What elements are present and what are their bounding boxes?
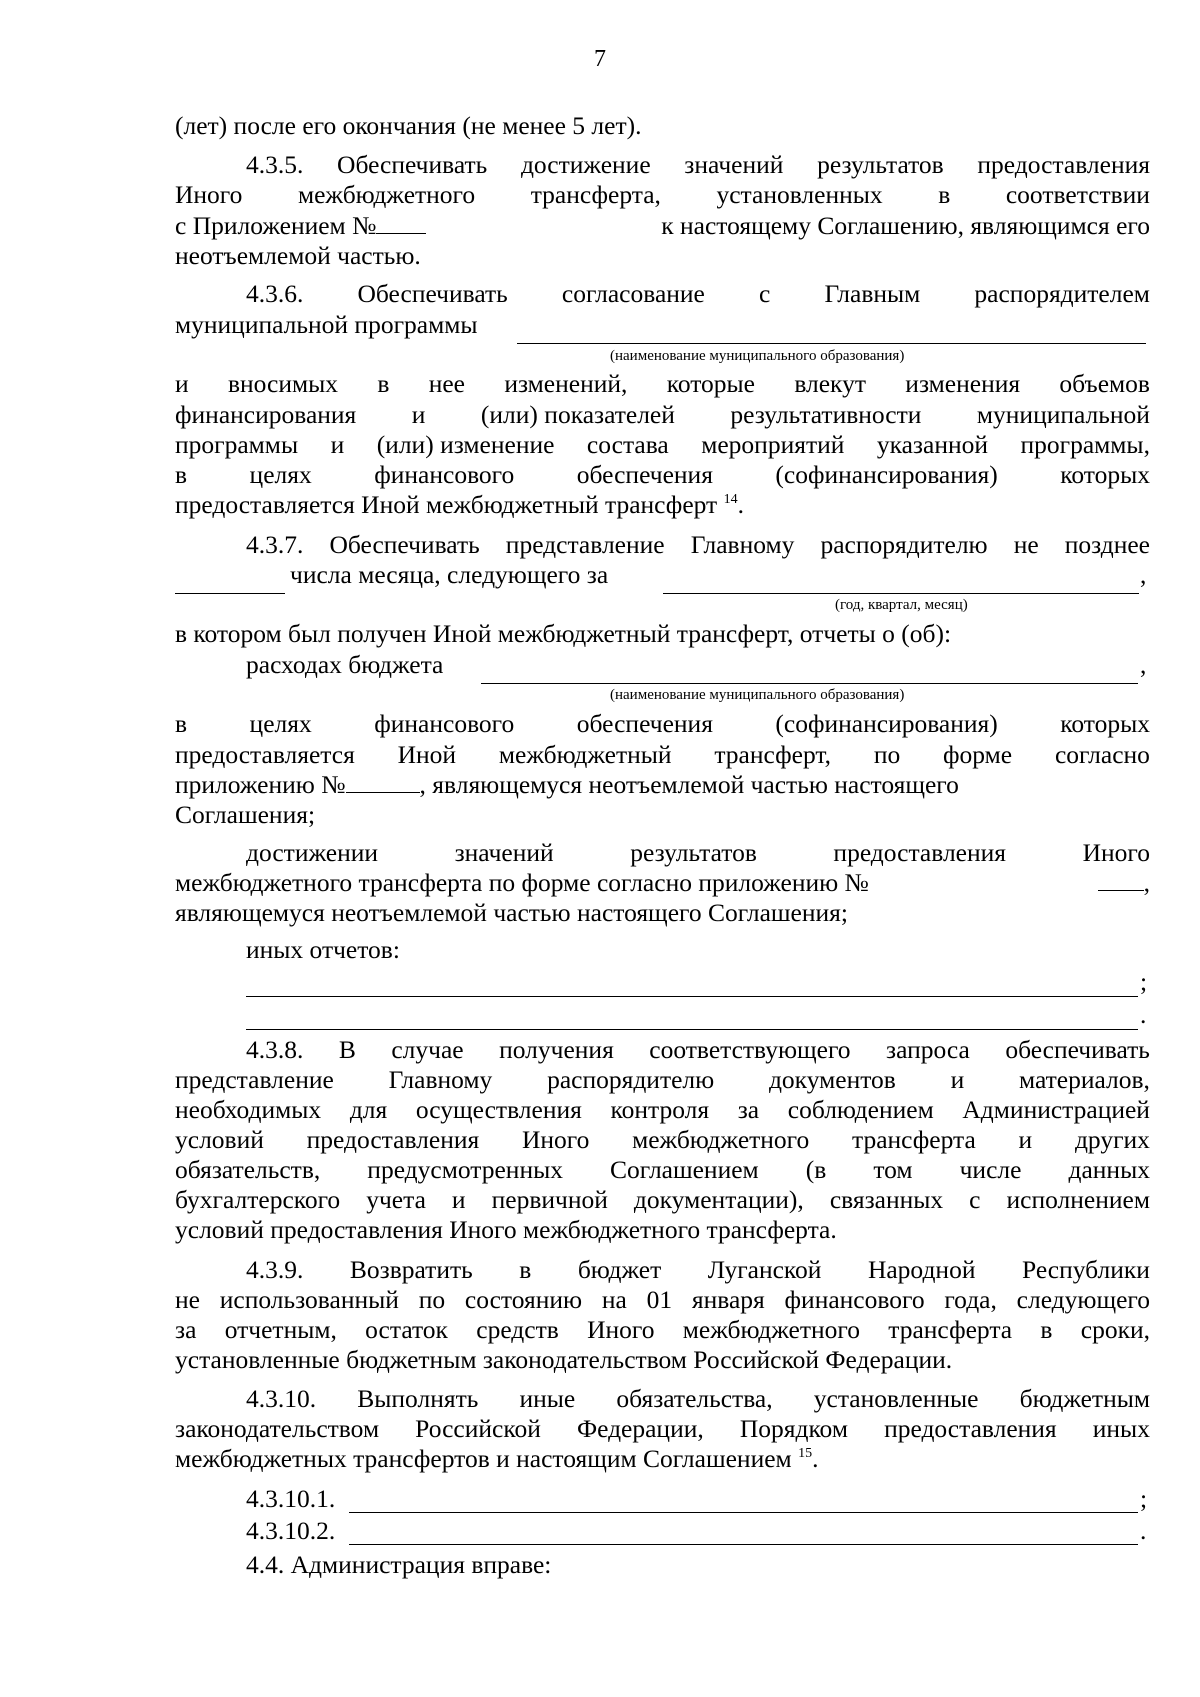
word: в (175, 709, 188, 738)
word: для (349, 1095, 388, 1124)
word: условий (175, 1125, 264, 1154)
word: согласование (561, 279, 705, 308)
field-caption: (год, квартал, месяц) (835, 597, 968, 613)
word: финансового (784, 1285, 925, 1314)
field-caption: (наименование муниципального образования) (610, 687, 905, 703)
word: В (338, 1035, 356, 1064)
field-caption: (наименование муниципального образования) (610, 348, 905, 364)
word: за (737, 1095, 760, 1124)
word: учета (366, 1185, 426, 1214)
word: распорядителю (547, 1065, 715, 1094)
blank-field (346, 770, 420, 793)
word: форме (943, 740, 1013, 769)
word: 4.3.5. (246, 150, 304, 179)
text-line (175, 740, 1150, 770)
word: соответствии (1005, 180, 1150, 209)
word: указанной (876, 430, 989, 459)
text-line: Соглашения; (175, 800, 316, 829)
text-line (175, 1155, 1150, 1185)
text-line (175, 1414, 1150, 1444)
text-line: муниципальной программы (175, 310, 478, 339)
word: межбюджетного (632, 1125, 810, 1154)
text-line (175, 400, 1150, 430)
text-fragment: предоставляется Иной межбюджетный трансферт (175, 490, 718, 519)
word: запроса (886, 1035, 970, 1064)
word: соответствующего (649, 1035, 851, 1064)
word: с (759, 279, 771, 308)
word: Обеспечивать (357, 279, 508, 308)
clause-4-3-5 (246, 150, 1150, 180)
blank-field (175, 593, 285, 594)
word: получения (499, 1035, 614, 1064)
word: целях (249, 709, 312, 738)
text-line (175, 868, 1150, 898)
blank-field (481, 683, 1138, 684)
word: Иной (397, 740, 457, 769)
text-fragment: с Приложением № (175, 211, 426, 241)
word: 4.3.6. (246, 279, 304, 308)
word: документов (768, 1065, 896, 1094)
text-line (175, 430, 1150, 460)
text-line (175, 369, 1150, 399)
blank-field (517, 343, 1146, 344)
blank-field (1098, 868, 1144, 891)
word: состава (586, 430, 669, 459)
word: бюджет (577, 1255, 662, 1284)
word: с (969, 1185, 981, 1214)
word: Администрацией (962, 1095, 1150, 1124)
blank-field (246, 996, 1138, 997)
word: установленные (813, 1384, 979, 1413)
word: за (175, 1315, 197, 1344)
word: числе (959, 1155, 1022, 1184)
blank-field (349, 1544, 1138, 1545)
word: использованный (219, 1285, 399, 1314)
word: иных (1092, 1414, 1150, 1443)
word: межбюджетного (682, 1315, 860, 1344)
page-number: 7 (594, 46, 606, 72)
text-fragment: . (812, 1444, 819, 1473)
word: иные (519, 1384, 576, 1413)
word: следующего (1016, 1285, 1150, 1314)
word: результатов (817, 150, 944, 179)
word: позднее (1064, 530, 1150, 559)
text-line: в котором был получен Иной межбюджетный трансферт, отчеты о (об): (175, 619, 952, 648)
word: нее (428, 369, 465, 398)
text-line: ; (1140, 1484, 1148, 1513)
text-line: , (1140, 650, 1147, 679)
word: (в (805, 1155, 827, 1184)
word: представление (175, 1065, 334, 1094)
word: Иного (175, 180, 243, 209)
word: (или) изменение (376, 430, 555, 459)
text-line: . (1140, 1516, 1147, 1545)
word: Иного (521, 1125, 590, 1154)
text-line (175, 1125, 1150, 1155)
word: представление (505, 530, 665, 559)
text-line (175, 770, 1150, 800)
word: Выполнять (357, 1384, 479, 1413)
word: не (1013, 530, 1039, 559)
section-4-4-heading: 4.4. Администрация вправе: (246, 1550, 552, 1579)
word: распорядителю (820, 530, 988, 559)
word: Обеспечивать (337, 150, 488, 179)
word: Луганской (707, 1255, 822, 1284)
word: достижение (520, 150, 651, 179)
word: которые (666, 369, 755, 398)
word: результатов (630, 838, 757, 867)
word: остаток (365, 1315, 448, 1344)
word: и (451, 1185, 466, 1214)
word: по (873, 740, 901, 769)
word: не (175, 1285, 200, 1314)
word: изменений, (504, 369, 628, 398)
subclause-4-3-10-2: 4.3.10.2. (246, 1516, 336, 1545)
word: Главным (824, 279, 921, 308)
word: отчетным, (224, 1315, 337, 1344)
text-line (175, 1444, 818, 1474)
text-line (175, 1185, 1150, 1215)
text-line (175, 709, 1150, 739)
word: трансферта (888, 1315, 1013, 1344)
text-line (175, 1315, 1150, 1345)
word: Народной (867, 1255, 976, 1284)
word: мероприятий (701, 430, 845, 459)
word: года, (944, 1285, 997, 1314)
word: предусмотренных (367, 1155, 563, 1184)
word: значений (454, 838, 554, 867)
word: результативности (730, 400, 922, 429)
word: и (175, 369, 189, 398)
text-fragment: приложению № , являющемуся неотъемлемой частью настоящего (175, 770, 959, 799)
word: материалов, (1019, 1065, 1150, 1094)
word: необходимых (175, 1095, 322, 1124)
text-line (175, 1095, 1150, 1125)
word: межбюджетный (498, 740, 672, 769)
word: контроля (610, 1095, 710, 1124)
word: финансирования (175, 400, 357, 429)
word: (софинансирования) (775, 709, 998, 738)
word: распорядителем (974, 279, 1150, 308)
word: соблюдением (787, 1095, 934, 1124)
text-fragment: . (737, 490, 744, 519)
text-line: расходах бюджета (246, 650, 444, 679)
text-line (175, 1065, 1150, 1095)
word: программы (175, 430, 299, 459)
text-fragment: межбюджетного трансферта по форме согласно приложению № (175, 868, 869, 897)
word: предоставления (884, 1414, 1057, 1443)
text-line: . (1140, 1000, 1147, 1029)
word: 4.3.8. (246, 1035, 304, 1064)
word: обеспечения (576, 460, 713, 489)
word: Главному (388, 1065, 493, 1094)
text-line: ; (1140, 967, 1148, 996)
word: (или) показателей (480, 400, 675, 429)
word: 4.3.7. (246, 530, 304, 559)
word: Федерации, (576, 1414, 704, 1443)
word: других (1074, 1125, 1150, 1154)
blank-field (663, 593, 1139, 594)
word: которых (1060, 709, 1150, 738)
word: на (601, 1285, 627, 1314)
clause-4-3-10 (246, 1384, 1150, 1414)
word: финансового (374, 709, 515, 738)
word: влекут (794, 369, 866, 398)
text-line: неотъемлемой частью. (175, 241, 421, 270)
footnote-ref: 14 (723, 492, 738, 507)
word: 4.3.10. (246, 1384, 317, 1413)
word: обеспечения (576, 709, 713, 738)
word: межбюджетного (297, 180, 476, 209)
word: трансферт, (714, 740, 831, 769)
word: связанных (829, 1185, 944, 1214)
text-line: (лет) после его окончания (не менее 5 лет). (175, 111, 642, 140)
word: трансферта (851, 1125, 976, 1154)
word: и (330, 430, 345, 459)
word: программы, (1020, 430, 1150, 459)
word: первичной (491, 1185, 608, 1214)
text-line: являющемуся неотъемлемой частью настоящего Соглашения; (175, 898, 848, 927)
word: данных (1068, 1155, 1150, 1184)
word: обязательства, (616, 1384, 773, 1413)
word: состоянию (464, 1285, 583, 1314)
word: документации), (633, 1185, 804, 1214)
word: и (1018, 1125, 1033, 1154)
word: трансферта, (530, 180, 661, 209)
word: Соглашением (610, 1155, 759, 1184)
text-fragment: , (1098, 868, 1150, 898)
text-fragment: межбюджетных трансфертов и настоящим Соглашением (175, 1444, 792, 1473)
word: осуществления (415, 1095, 582, 1124)
word: достижении (246, 838, 379, 867)
text-line (175, 1285, 1150, 1315)
word: в (1040, 1315, 1053, 1344)
word: законодательством (175, 1414, 380, 1443)
clause-4-3-6 (246, 279, 1150, 309)
word: муниципальной (976, 400, 1150, 429)
word: предоставления (306, 1125, 480, 1154)
word: в (377, 369, 390, 398)
word: целях (249, 460, 312, 489)
word: в (519, 1255, 532, 1284)
word: сроки, (1080, 1315, 1150, 1344)
text-line (246, 838, 1150, 868)
text-line (175, 180, 1150, 210)
blank-field (349, 1512, 1138, 1513)
word: в (938, 180, 951, 209)
footnote-ref: 15 (798, 1446, 813, 1461)
word: финансового (374, 460, 515, 489)
word: бюджетным (1019, 1384, 1150, 1413)
word: изменения (905, 369, 1021, 398)
word: Возвратить (349, 1255, 473, 1284)
blank-field (376, 211, 426, 234)
word: (софинансирования) (775, 460, 998, 489)
word: обязательств, (175, 1155, 321, 1184)
word: Российской (415, 1414, 541, 1443)
word: января (691, 1285, 765, 1314)
text-line: установленные бюджетным законодательством Российской Федерации. (175, 1345, 953, 1374)
blank-field (246, 1029, 1138, 1030)
text-line: иных отчетов: (246, 935, 400, 964)
word: в (175, 460, 188, 489)
word: предоставления (833, 838, 1007, 867)
text-line (175, 211, 1150, 241)
word: которых (1060, 460, 1150, 489)
word: 4.3.9. (246, 1255, 304, 1284)
clause-4-3-8 (246, 1035, 1150, 1065)
word: согласно (1054, 740, 1150, 769)
text-line: , (1140, 560, 1147, 589)
word: случае (391, 1035, 464, 1064)
word: Республики (1022, 1255, 1150, 1284)
text-line (175, 490, 744, 520)
word: исполнением (1006, 1185, 1150, 1214)
word: бухгалтерского (175, 1185, 341, 1214)
clause-4-3-9 (246, 1255, 1150, 1285)
word: Главному (690, 530, 795, 559)
word: вносимых (227, 369, 339, 398)
text-line: числа месяца, следующего за (290, 560, 609, 589)
word: средств (476, 1315, 559, 1344)
word: и (411, 400, 426, 429)
word: Иного (587, 1315, 655, 1344)
word: установленных (716, 180, 883, 209)
text-line: условий предоставления Иного межбюджетного трансферта. (175, 1215, 837, 1244)
word: Обеспечивать (329, 530, 480, 559)
text-fragment: к настоящему Соглашению, являющимся его (661, 211, 1150, 240)
clause-4-3-7 (246, 530, 1150, 560)
word: по (418, 1285, 446, 1314)
word: 01 (646, 1285, 673, 1314)
word: Иного (1082, 838, 1150, 867)
word: предоставления (977, 150, 1150, 179)
word: том (873, 1155, 913, 1184)
word: объемов (1059, 369, 1150, 398)
word: и (950, 1065, 965, 1094)
word: предоставляется (175, 740, 355, 769)
word: Порядком (739, 1414, 848, 1443)
word: обеспечивать (1005, 1035, 1150, 1064)
word: значений (684, 150, 784, 179)
text-line (175, 460, 1150, 490)
subclause-4-3-10-1: 4.3.10.1. (246, 1484, 336, 1513)
